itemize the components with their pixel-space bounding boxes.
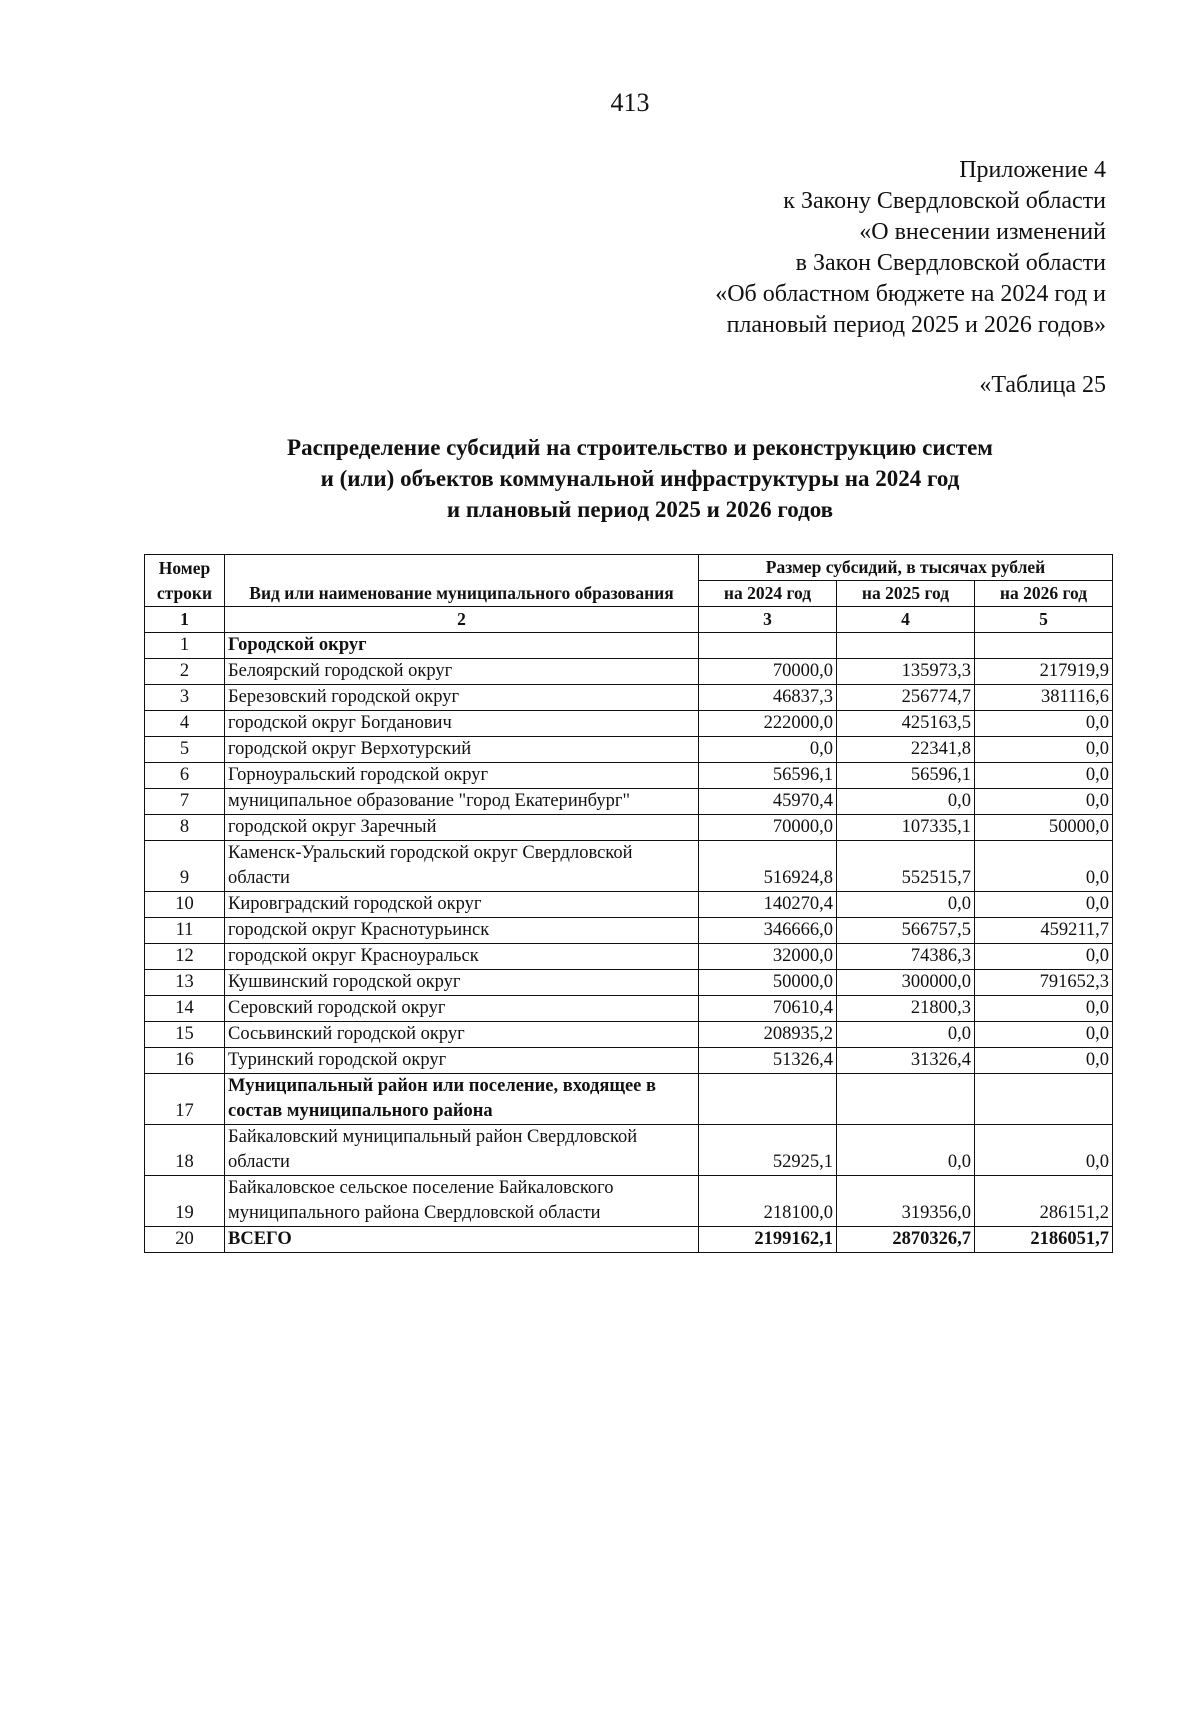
value-2024-cell: 2199162,1	[699, 1227, 837, 1253]
table-row	[145, 685, 1113, 711]
value-2024-cell: 70000,0	[699, 815, 837, 841]
header-year-2025: на 2025 год	[837, 581, 975, 607]
value-2025-cell: 552515,7	[837, 841, 975, 892]
header-amount-group: Размер субсидий, в тысячах рублей	[699, 555, 1113, 581]
municipality-name-cell: Белоярский городской округ	[225, 659, 699, 685]
value-2024-cell: 208935,2	[699, 1022, 837, 1048]
value-2026-cell: 0,0	[975, 763, 1113, 789]
row-number-cell: 16	[145, 1048, 225, 1074]
value-2026-cell: 0,0	[975, 841, 1113, 892]
value-2026-cell: 0,0	[975, 737, 1113, 763]
table-body	[145, 633, 1113, 1253]
value-2026-cell: 217919,9	[975, 659, 1113, 685]
municipality-name-cell: городской округ Красноуральск	[225, 944, 699, 970]
value-2026-cell: 50000,0	[975, 815, 1113, 841]
municipality-name-cell: Туринский городской округ	[225, 1048, 699, 1074]
value-2024-cell: 46837,3	[699, 685, 837, 711]
row-number-cell: 3	[145, 685, 225, 711]
table-row	[145, 633, 1113, 659]
value-2024-cell: 140270,4	[699, 892, 837, 918]
table-row	[145, 1176, 1113, 1227]
appendix-line: Приложение 4	[959, 157, 1106, 183]
value-2024-cell: 70610,4	[699, 996, 837, 1022]
row-number-cell: 19	[145, 1176, 225, 1227]
value-2025-cell: 300000,0	[837, 970, 975, 996]
municipality-name-cell: Сосьвинский городской округ	[225, 1022, 699, 1048]
table-reference: «Таблица 25	[979, 372, 1106, 398]
table-row	[145, 996, 1113, 1022]
title-line: и плановый период 2025 и 2026 годов	[446, 497, 834, 522]
row-number-cell: 12	[145, 944, 225, 970]
municipality-name-cell: городской округ Краснотурьинск	[225, 918, 699, 944]
title-line: и (или) объектов коммунальной инфраструктуры на 2024 год	[320, 466, 960, 491]
header-year-2024: на 2024 год	[699, 581, 837, 607]
value-2025-cell: 31326,4	[837, 1048, 975, 1074]
value-2026-cell: 0,0	[975, 1048, 1113, 1074]
value-2025-cell	[837, 633, 975, 659]
value-2026-cell: 0,0	[975, 892, 1113, 918]
table-row	[145, 970, 1113, 996]
value-2024-cell: 52925,1	[699, 1125, 837, 1176]
municipality-name-cell: Байкаловский муниципальный район Свердловской области	[225, 1125, 699, 1176]
row-number-cell: 17	[145, 1074, 225, 1125]
table-row	[145, 918, 1113, 944]
value-2024-cell: 45970,4	[699, 789, 837, 815]
municipality-name-cell: Муниципальный район или поселение, входящее в состав муниципального района	[225, 1074, 699, 1125]
value-2024-cell: 56596,1	[699, 763, 837, 789]
value-2026-cell: 0,0	[975, 1022, 1113, 1048]
row-number-cell: 6	[145, 763, 225, 789]
value-2024-cell: 0,0	[699, 737, 837, 763]
value-2026-cell: 791652,3	[975, 970, 1113, 996]
value-2024-cell: 32000,0	[699, 944, 837, 970]
value-2024-cell	[699, 1074, 837, 1125]
column-number: 5	[975, 607, 1113, 633]
row-number-cell: 15	[145, 1022, 225, 1048]
table-row	[145, 659, 1113, 685]
table-row	[145, 711, 1113, 737]
value-2026-cell: 0,0	[975, 944, 1113, 970]
value-2025-cell: 56596,1	[837, 763, 975, 789]
municipality-name-cell: ВСЕГО	[225, 1227, 699, 1253]
value-2026-cell	[975, 633, 1113, 659]
row-number-cell: 18	[145, 1125, 225, 1176]
row-number-cell: 1	[145, 633, 225, 659]
value-2024-cell: 70000,0	[699, 659, 837, 685]
row-number-cell: 2	[145, 659, 225, 685]
value-2025-cell: 256774,7	[837, 685, 975, 711]
table-row	[145, 737, 1113, 763]
value-2025-cell: 74386,3	[837, 944, 975, 970]
value-2025-cell: 0,0	[837, 1125, 975, 1176]
row-number-cell: 14	[145, 996, 225, 1022]
value-2026-cell: 286151,2	[975, 1176, 1113, 1227]
appendix-line: «О внесении изменений	[859, 219, 1106, 245]
row-number-cell: 20	[145, 1227, 225, 1253]
table-row	[145, 1048, 1113, 1074]
row-number-cell: 9	[145, 841, 225, 892]
value-2026-cell: 0,0	[975, 1125, 1113, 1176]
table-row	[145, 944, 1113, 970]
value-2024-cell: 516924,8	[699, 841, 837, 892]
appendix-line: плановый период 2025 и 2026 годов»	[726, 312, 1106, 338]
value-2026-cell: 459211,7	[975, 918, 1113, 944]
row-number-cell: 13	[145, 970, 225, 996]
page-number: 413	[610, 88, 650, 117]
title-line: Распределение субсидий на строительство и реконструкцию систем	[287, 435, 993, 460]
table-row	[145, 1227, 1113, 1253]
value-2025-cell: 319356,0	[837, 1176, 975, 1227]
appendix-line: в Закон Свердловской области	[795, 250, 1106, 276]
value-2026-cell: 381116,6	[975, 685, 1113, 711]
value-2025-cell: 0,0	[837, 789, 975, 815]
row-number-cell: 8	[145, 815, 225, 841]
subsidies-table	[144, 554, 1113, 1253]
municipality-name-cell: Серовский городской округ	[225, 996, 699, 1022]
municipality-name-cell: Березовский городской округ	[225, 685, 699, 711]
municipality-name-cell: муниципальное образование "город Екатеринбург"	[225, 789, 699, 815]
row-number-cell: 4	[145, 711, 225, 737]
table-row	[145, 763, 1113, 789]
table-row	[145, 892, 1113, 918]
row-number-cell: 11	[145, 918, 225, 944]
appendix-reference	[506, 155, 1106, 341]
row-number-cell: 5	[145, 737, 225, 763]
value-2025-cell: 135973,3	[837, 659, 975, 685]
column-number: 1	[145, 607, 225, 633]
municipality-name-cell: городской округ Заречный	[225, 815, 699, 841]
value-2025-cell: 566757,5	[837, 918, 975, 944]
value-2025-cell: 22341,8	[837, 737, 975, 763]
appendix-line: «Об областном бюджете на 2024 год и	[715, 281, 1106, 307]
value-2025-cell	[837, 1074, 975, 1125]
table-row	[145, 789, 1113, 815]
value-2025-cell: 2870326,7	[837, 1227, 975, 1253]
appendix-line: к Закону Свердловской области	[783, 188, 1106, 214]
table-row	[145, 815, 1113, 841]
value-2024-cell: 51326,4	[699, 1048, 837, 1074]
table-row	[145, 1022, 1113, 1048]
column-number: 4	[837, 607, 975, 633]
municipality-name-cell: Горноуральский городской округ	[225, 763, 699, 789]
column-number: 3	[699, 607, 837, 633]
municipality-name-cell: Каменск-Уральский городской округ Свердловской области	[225, 841, 699, 892]
header-year-2026: на 2026 год	[975, 581, 1113, 607]
row-number-cell: 10	[145, 892, 225, 918]
table-row	[145, 1074, 1113, 1125]
value-2026-cell: 0,0	[975, 711, 1113, 737]
municipality-name-cell: Кушвинский городской округ	[225, 970, 699, 996]
value-2026-cell: 0,0	[975, 789, 1113, 815]
municipality-name-cell: Байкаловское сельское поселение Байкаловского муниципального района Свердловской области	[225, 1176, 699, 1227]
row-number-cell: 7	[145, 789, 225, 815]
header-name: Вид или наименование муниципального образования	[225, 555, 699, 607]
value-2024-cell: 218100,0	[699, 1176, 837, 1227]
value-2024-cell: 346666,0	[699, 918, 837, 944]
document-title	[220, 432, 1060, 525]
value-2025-cell: 0,0	[837, 892, 975, 918]
value-2026-cell: 0,0	[975, 996, 1113, 1022]
table-row	[145, 841, 1113, 892]
value-2024-cell: 222000,0	[699, 711, 837, 737]
value-2025-cell: 0,0	[837, 1022, 975, 1048]
value-2026-cell	[975, 1074, 1113, 1125]
value-2024-cell: 50000,0	[699, 970, 837, 996]
table-row	[145, 1125, 1113, 1176]
municipality-name-cell: городской округ Богданович	[225, 711, 699, 737]
value-2025-cell: 21800,3	[837, 996, 975, 1022]
value-2025-cell: 425163,5	[837, 711, 975, 737]
column-number: 2	[225, 607, 699, 633]
municipality-name-cell: городской округ Верхотурский	[225, 737, 699, 763]
header-row-number: Номер строки	[145, 555, 225, 607]
municipality-name-cell: Кировградский городской округ	[225, 892, 699, 918]
municipality-name-cell: Городской округ	[225, 633, 699, 659]
value-2025-cell: 107335,1	[837, 815, 975, 841]
value-2026-cell: 2186051,7	[975, 1227, 1113, 1253]
value-2024-cell	[699, 633, 837, 659]
